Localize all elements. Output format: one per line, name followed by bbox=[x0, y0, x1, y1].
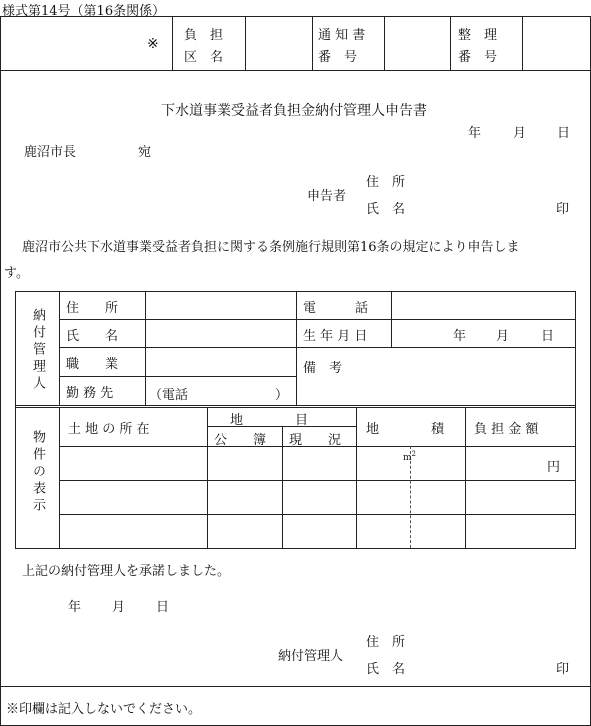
applicant-label: 申告者 bbox=[307, 189, 347, 204]
manager-address-label: 住 所 bbox=[66, 301, 119, 316]
property-row-2-location[interactable] bbox=[60, 481, 206, 513]
property-row-1-location[interactable] bbox=[60, 447, 206, 479]
ref-no-label-1: 整 理 bbox=[458, 28, 498, 43]
acceptance-year: 年 bbox=[68, 600, 82, 615]
footer-note: ※印欄は記入しないでください。 bbox=[6, 702, 202, 717]
ref-no-label-2: 番 号 bbox=[458, 50, 498, 65]
manager-occupation-label: 職 業 bbox=[66, 357, 119, 372]
addressee-mayor: 鹿沼市長 bbox=[24, 145, 77, 160]
tanto-label-1: 負 担 bbox=[184, 28, 224, 43]
property-section-label: 物件の表示 bbox=[30, 430, 45, 515]
date-month: 月 bbox=[513, 126, 527, 141]
col-land-category: 地 目 bbox=[230, 413, 309, 428]
document-title: 下水道事業受益者負担金納付管理人申告書 bbox=[161, 103, 427, 119]
acceptance-day: 日 bbox=[156, 600, 170, 615]
signer-label: 納付管理人 bbox=[278, 649, 344, 664]
birth-day: 日 bbox=[541, 329, 555, 344]
manager-workplace-label: 勤 務 先 bbox=[66, 386, 114, 401]
notice-no-label-1: 通 知 書 bbox=[318, 28, 366, 43]
col-actual: 現 況 bbox=[289, 433, 342, 448]
amount-unit: 円 bbox=[547, 460, 561, 475]
addressee-suffix: 宛 bbox=[138, 145, 152, 160]
manager-name-field[interactable] bbox=[146, 320, 295, 346]
manager-phone-field[interactable] bbox=[392, 292, 574, 318]
manager-remarks-label: 備 考 bbox=[303, 361, 343, 376]
signer-address-label: 住 所 bbox=[366, 635, 406, 650]
birth-year: 年 bbox=[453, 329, 467, 344]
manager-phone-label: 電 話 bbox=[303, 301, 369, 316]
col-amount: 負 担 金 額 bbox=[474, 422, 539, 437]
manager-name-label: 氏 名 bbox=[66, 329, 119, 344]
col-location: 土 地 の 所 在 bbox=[68, 422, 150, 437]
applicant-address-label: 住 所 bbox=[366, 175, 406, 190]
col-area: 地 積 bbox=[366, 422, 445, 437]
manager-section-label: 納付管理人 bbox=[30, 308, 45, 393]
date-day: 日 bbox=[557, 126, 571, 141]
birth-month: 月 bbox=[496, 329, 510, 344]
notice-no-label-2: 番 号 bbox=[318, 50, 358, 65]
acceptance-text: 上記の納付管理人を承諾しました。 bbox=[22, 564, 231, 579]
tanto-label-2: 区 名 bbox=[184, 50, 224, 65]
area-unit: $m^2$ bbox=[403, 450, 417, 463]
declaration-line-2: す。 bbox=[4, 266, 29, 281]
property-row-3-location[interactable] bbox=[60, 515, 206, 547]
manager-remarks-field[interactable] bbox=[297, 378, 574, 404]
signer-name-label: 氏 名 bbox=[366, 662, 406, 677]
manager-occupation-field[interactable] bbox=[146, 348, 295, 375]
declaration-line-1: 鹿沼市公共下水道事業受益者負担に関する条例施行規則第16条の規定により申告しま bbox=[22, 240, 520, 255]
col-registry: 公 簿 bbox=[214, 433, 267, 448]
manager-birthdate-field[interactable] bbox=[392, 320, 574, 346]
manager-address-field[interactable] bbox=[146, 292, 295, 318]
applicant-name-label: 氏 名 bbox=[366, 202, 406, 217]
applicant-seal: 印 bbox=[556, 202, 570, 217]
manager-birthdate-label: 生 年 月 日 bbox=[303, 329, 368, 344]
signer-seal: 印 bbox=[556, 662, 570, 677]
workplace-phone-field[interactable] bbox=[196, 378, 274, 404]
form-number: 様式第14号（第16条関係） bbox=[2, 4, 166, 19]
workplace-tel-close: ） bbox=[275, 388, 289, 403]
workplace-tel-open: （電話 bbox=[149, 388, 189, 403]
date-year: 年 bbox=[468, 126, 482, 141]
office-use-mark: ※ bbox=[147, 36, 159, 52]
acceptance-month: 月 bbox=[112, 600, 126, 615]
